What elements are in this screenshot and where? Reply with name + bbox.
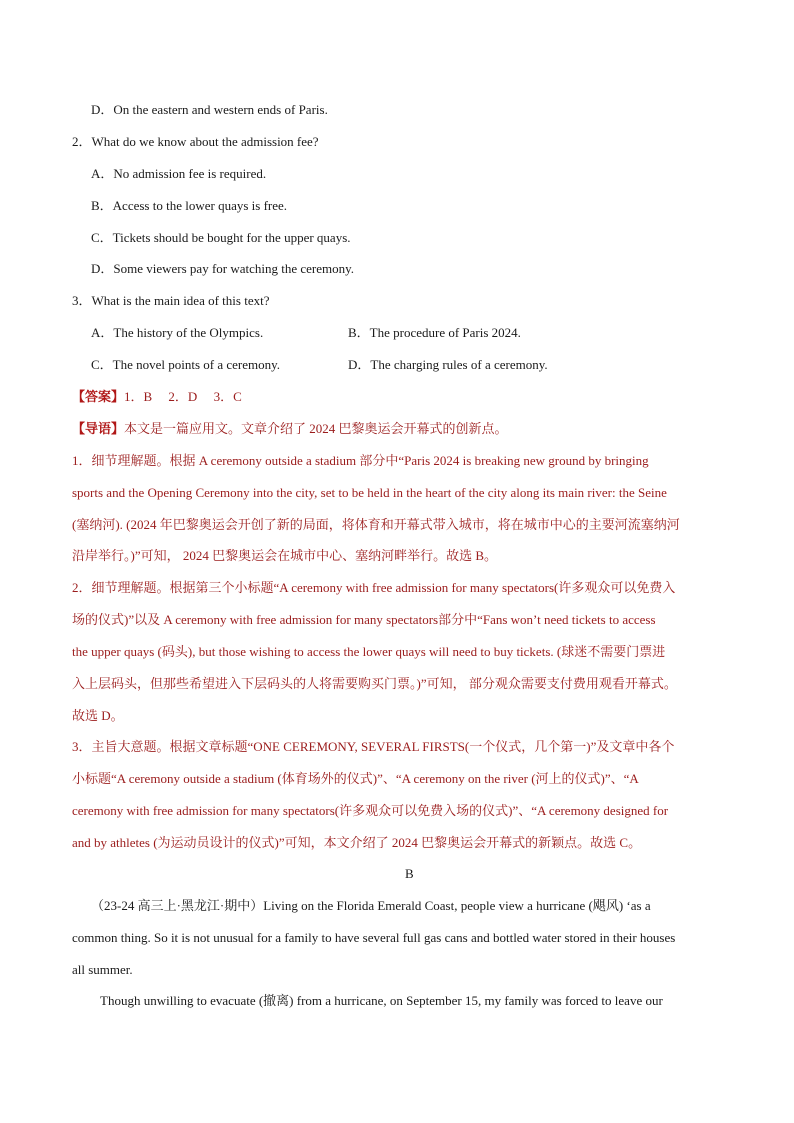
q2-stem: 2．What do we know about the admission fee?: [72, 134, 319, 149]
explanation-1-line-1: 1．细节理解题。根据 A ceremony outside a stadium 部分中“Paris 2024 is breaking new ground by bringing: [72, 453, 649, 468]
passage-b-p1-line-3: all summer.: [72, 962, 133, 977]
q1-option-d: D．On the eastern and western ends of Paris.: [91, 102, 328, 117]
explanation-3-line-3: ceremony with free admission for many spectators(许多观众可以免费入场的仪式)”、“A ceremony designed for: [72, 803, 669, 818]
explanation-3-line-4: and by athletes (为运动员设计的仪式)”可知，本文介绍了 2024 巴黎奥运会开幕式的新颖点。故选 C。: [72, 835, 642, 850]
guide-text: 本文是一篇应用文。文章介绍了 2024 巴黎奥运会开幕式的创新点。: [124, 421, 508, 436]
explanation-1-line-4: 沿岸举行。)”可知， 2024 巴黎奥运会在城市中心、塞纳河畔举行。故选 B。: [72, 548, 498, 563]
passage-b-p2-line-1: Though unwilling to evacuate (撤离) from a hurricane, on September 15, my family was forced to leave our: [100, 993, 663, 1008]
q3-option-c: C．The novel points of a ceremony.: [91, 357, 281, 372]
explanation-2-line-4: 入上层码头，但那些希望进入下层码头的人将需要购买门票。)”可知， 部分观众需要支付费用观看开幕式。: [72, 676, 677, 691]
q2-option-c: C．Tickets should be bought for the upper quays.: [91, 230, 351, 245]
guide-line: [72, 420, 508, 438]
passage-b-p1-line-2: common thing. So it is not unusual for a family to have several full gas cans and bottled water stored in their houses: [72, 930, 676, 945]
explanation-2-line-3: the upper quays (码头), but those wishing to access the lower quays will need to buy tickets. (球迷不需要门票进: [72, 644, 666, 659]
section-b-heading: B: [405, 866, 414, 881]
explanation-1-line-2: sports and the Opening Ceremony into the city, set to be held in the heart of the city along its main river: the Seine: [72, 485, 667, 500]
q3-option-d: D．The charging rules of a ceremony.: [348, 357, 548, 372]
q2-option-b: B．Access to the lower quays is free.: [91, 198, 288, 213]
explanation-2-line-5: 故选 D。: [72, 708, 124, 723]
explanation-1-line-3: (塞纳河). (2024 年巴黎奥运会开创了新的局面，将体育和开幕式带入城市，将在城市中心的主要河流塞纳河: [72, 517, 680, 532]
q3-option-a: A．The history of the Olympics.: [91, 325, 264, 340]
answer-tag: 【答案】: [72, 389, 125, 404]
explanation-2-line-1: 2．细节理解题。根据第三个小标题“A ceremony with free admission for many spectators(许多观众可以免费入: [72, 580, 676, 595]
explanation-2-line-2: 场的仪式)”以及 A ceremony with free admission for many spectators部分中“Fans won’t need tickets to access: [72, 612, 656, 627]
q3-option-b: B．The procedure of Paris 2024.: [348, 325, 521, 340]
q2-option-a: A．No admission fee is required.: [91, 166, 267, 181]
answer-line: [72, 388, 242, 406]
passage-b-p1-line-1: （23-24 高三上·黑龙江·期中）Living on the Florida Emerald Coast, people view a hurricane (飓风) ‘as a: [91, 898, 651, 913]
explanation-3-line-2: 小标题“A ceremony outside a stadium (体育场外的仪式)”、“A ceremony on the river (河上的仪式)”、“A: [72, 771, 639, 786]
answer-text: 1．B 2．D 3．C: [124, 389, 242, 404]
q2-option-d: D．Some viewers pay for watching the ceremony.: [91, 261, 355, 276]
explanation-3-line-1: 3．主旨大意题。根据文章标题“ONE CEREMONY, SEVERAL FIRSTS(一个仪式，几个第一)”及文章中各个: [72, 739, 675, 754]
guide-tag: 【导语】: [72, 421, 125, 436]
q3-stem: 3．What is the main idea of this text?: [72, 293, 270, 308]
